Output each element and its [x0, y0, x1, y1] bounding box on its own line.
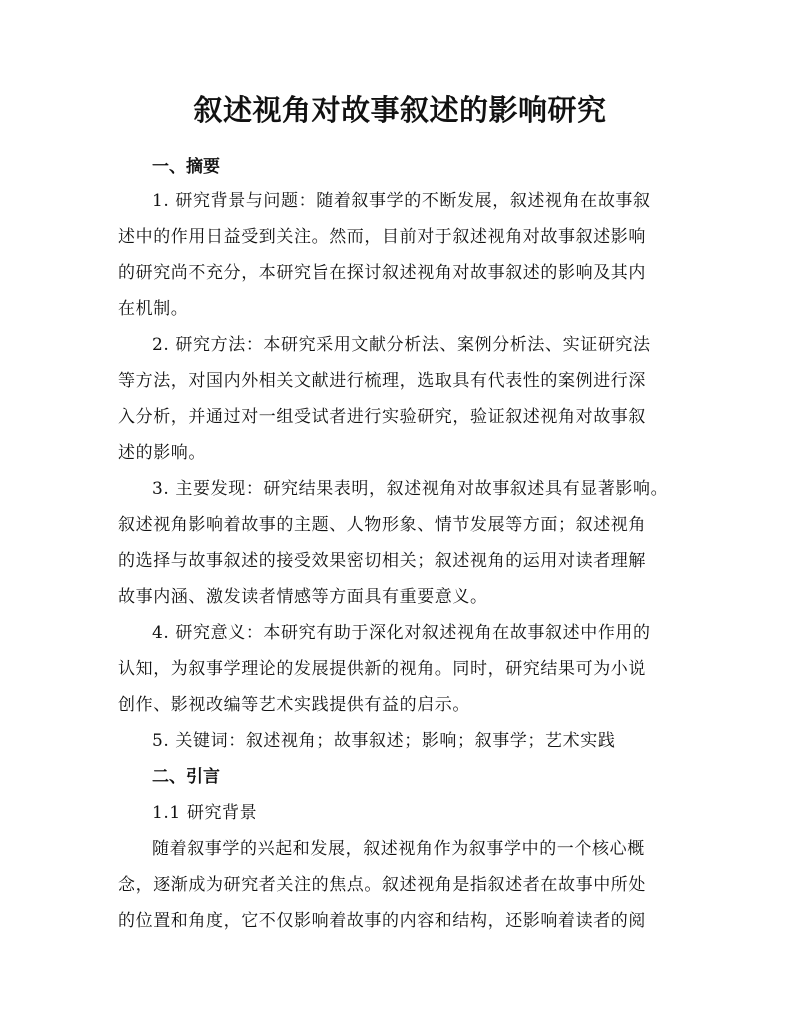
paragraph-line: 的选择与故事叙述的接受效果密切相关；叙述视角的运用对读者理解	[118, 551, 646, 571]
paragraph-line: 3. 主要发现：研究结果表明，叙述视角对故事叙述具有显著影响。	[152, 479, 669, 499]
paragraph-line: 述中的作用日益受到关注。然而，目前对于叙述视角对故事叙述影响	[118, 227, 646, 247]
paragraph-line: 念，逐渐成为研究者关注的焦点。叙述视角是指叙述者在故事中所处	[118, 875, 646, 895]
paragraph-line: 在机制。	[118, 299, 189, 319]
paragraph-line: 故事内涵、激发读者情感等方面具有重要意义。	[118, 587, 488, 607]
document-title: 叙述视角对故事叙述的影响研究	[193, 93, 607, 127]
paragraph-line: 创作、影视改编等艺术实践提供有益的启示。	[118, 695, 470, 715]
paragraph-line: 2. 研究方法：本研究采用文献分析法、案例分析法、实证研究法	[152, 335, 651, 355]
keywords-line: 5. 关键词：叙述视角；故事叙述；影响；叙事学；艺术实践	[152, 731, 616, 751]
paragraph-line: 认知，为叙事学理论的发展提供新的视角。同时，研究结果可为小说	[118, 659, 646, 679]
paragraph-line: 随着叙事学的兴起和发展，叙述视角作为叙事学中的一个核心概	[152, 839, 645, 859]
paragraph-line: 叙述视角影响着故事的主题、人物形象、情节发展等方面；叙述视角	[118, 515, 646, 535]
paragraph-line: 入分析，并通过对一组受试者进行实验研究，验证叙述视角对故事叙	[118, 407, 646, 427]
paragraph-line: 4. 研究意义：本研究有助于深化对叙述视角在故事叙述中作用的	[152, 623, 651, 643]
paragraph-line: 的研究尚不充分，本研究旨在探讨叙述视角对故事叙述的影响及其内	[118, 263, 646, 283]
section-heading-intro: 二、引言	[152, 767, 220, 787]
paragraph-line: 1. 研究背景与问题：随着叙事学的不断发展，叙述视角在故事叙	[152, 191, 651, 211]
paragraph-line: 述的影响。	[118, 443, 206, 463]
paragraph-line: 的位置和角度，它不仅影响着故事的内容和结构，还影响着读者的阅	[118, 911, 646, 931]
section-heading-abstract: 一、摘要	[152, 157, 220, 177]
paragraph-line: 等方法，对国内外相关文献进行梳理，选取具有代表性的案例进行深	[118, 371, 646, 391]
subsection-heading: 1.1 研究背景	[152, 803, 258, 823]
